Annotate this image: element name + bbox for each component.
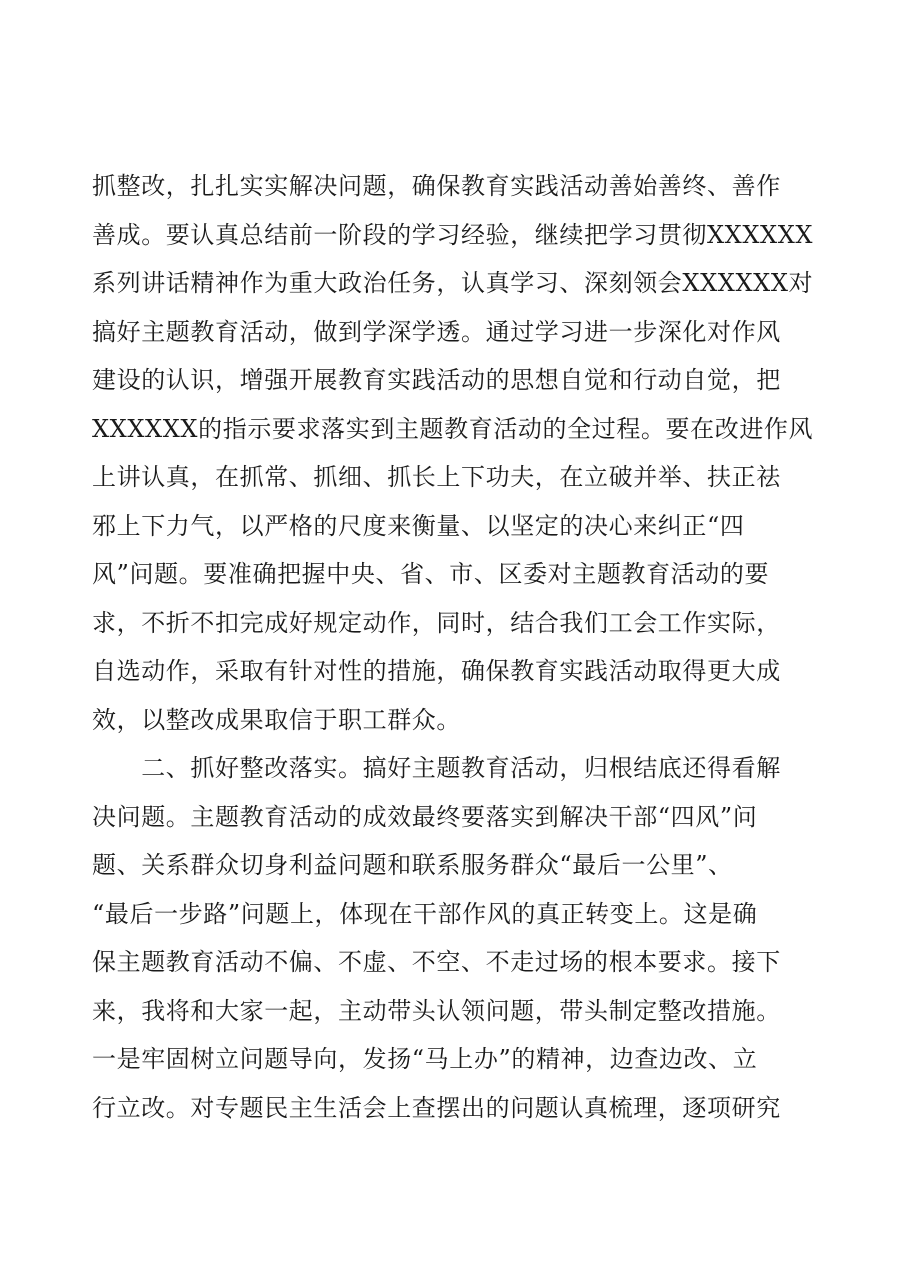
text-line: “最后一步路”问题上，体现在干部作风的真正转变上。这是确 — [92, 899, 758, 928]
text-line: 决问题。主题教育活动的成效最终要落实到解决干部“四风”问 — [92, 802, 758, 831]
text-line: 抓整改，扎扎实实解决问题，确保教育实践活动善始善终、善作 — [92, 172, 781, 200]
text-line: 上讲认真，在抓常、抓细、抓长上下功夫，在立破并举、扶正祛 — [92, 463, 781, 491]
text-line: 一是牢固树立问题导向，发扬“马上办”的精神，边查边改、立 — [92, 1045, 758, 1073]
text-line: 行立改。对专题民主生活会上查摆出的问题认真梳理，逐项研究 — [92, 1093, 781, 1122]
text-line: 搞好主题教育活动，做到学深学透。通过学习进一步深化对作风 — [92, 317, 781, 346]
text-line: 求，不折不扣完成好规定动作，同时，结合我们工会工作实际， — [92, 608, 781, 637]
text-line: 题、关系群众切身利益问题和联系服务群众“最后一公里”、 — [92, 851, 733, 879]
text-line: 二、抓好整改落实。搞好主题教育活动，归根结底还得看解 — [92, 754, 781, 782]
text-line: 来，我将和大家一起，主动带头认领问题，带头制定整改措施。 — [92, 996, 781, 1025]
text-line: 风”问题。要准确把握中央、省、市、区委对主题教育活动的要 — [92, 560, 770, 588]
text-line: 系列讲话精神作为重大政治任务，认真学习、深刻领会XXXXXX对 — [92, 269, 814, 297]
text-line: 善成。要认真总结前一阶段的学习经验，继续把学习贯彻XXXXXX — [92, 220, 814, 249]
text-line: 效，以整改成果取信于职工群众。 — [92, 705, 461, 734]
text-line: 邪上下力气，以严格的尺度来衡量、以坚定的决心来纠正“四 — [92, 511, 745, 540]
text-line: 建设的认识，增强开展教育实践活动的思想自觉和行动自觉，把 — [92, 366, 781, 394]
text-line: XXXXXX的指示要求落实到主题教育活动的全过程。要在改进作风 — [92, 414, 814, 443]
text-line: 保主题教育活动不偏、不虚、不空、不走过场的根本要求。接下 — [92, 948, 781, 976]
text-line: 自选动作，采取有针对性的措施，确保教育实践活动取得更大成 — [92, 657, 781, 685]
body-text — [92, 162, 822, 1132]
